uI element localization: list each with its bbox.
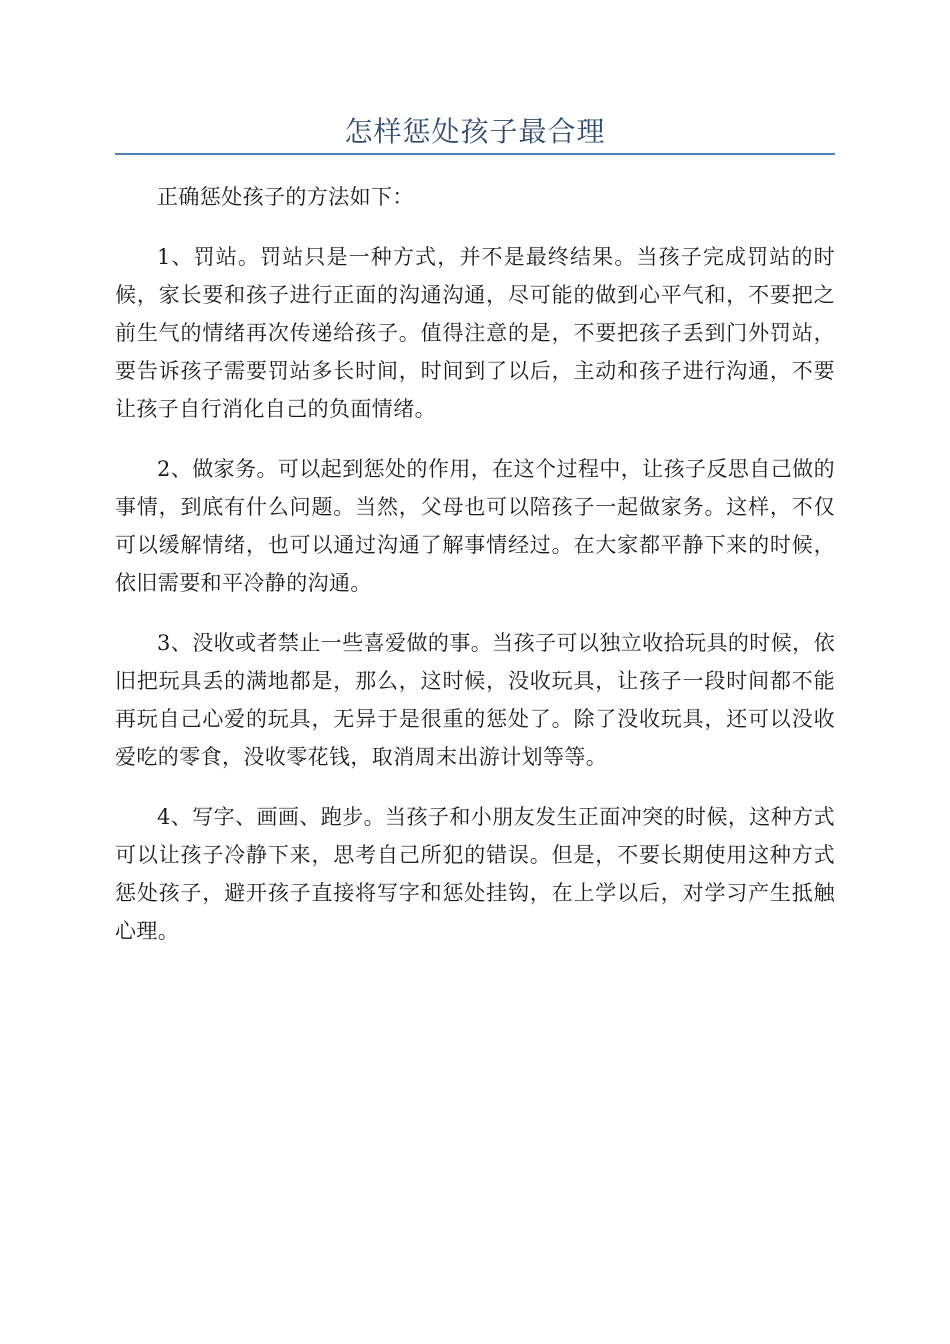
- paragraph-method-1: 1、罚站。罚站只是一种方式，并不是最终结果。当孩子完成罚站的时候，家长要和孩子进行正面的沟通沟通，尽可能的做到心平气和，不要把之前生气的情绪再次传递给孩子。值得注意的是，不要把孩子丢到门外罚站，要告诉孩子需要罚站多长时间，时间到了以后，主动和孩子进行沟通，不要让孩子自行消化自己的负面情绪。: [115, 245, 835, 421]
- paragraph-method-3: 3、没收或者禁止一些喜爱做的事。当孩子可以独立收拾玩具的时候，依旧把玩具丢的满地都是，那么，这时候，没收玩具，让孩子一段时间都不能再玩自己心爱的玩具，无异于是很重的惩处了。除了没收玩具，还可以没收爱吃的零食，没收零花钱，取消周末出游计划等等。: [115, 631, 835, 769]
- title-underline: [115, 153, 835, 155]
- intro-paragraph: 正确惩处孩子的方法如下：: [157, 185, 414, 209]
- paragraph-method-4: 4、写字、画画、跑步。当孩子和小朋友发生正面冲突的时候，这种方式可以让孩子冷静下来，思考自己所犯的错误。但是，不要长期使用这种方式惩处孩子，避开孩子直接将写字和惩处挂钩，在上学以后，对学习产生抵触心理。: [115, 805, 835, 943]
- paragraph-method-2: 2、做家务。可以起到惩处的作用，在这个过程中，让孩子反思自己做的事情，到底有什么问题。当然，父母也可以陪孩子一起做家务。这样，不仅可以缓解情绪，也可以通过沟通了解事情经过。在大家都平静下来的时候，依旧需要和平冷静的沟通。: [115, 457, 835, 595]
- document-body: [115, 178, 835, 972]
- document-title: 怎样惩处孩子最合理: [344, 115, 606, 148]
